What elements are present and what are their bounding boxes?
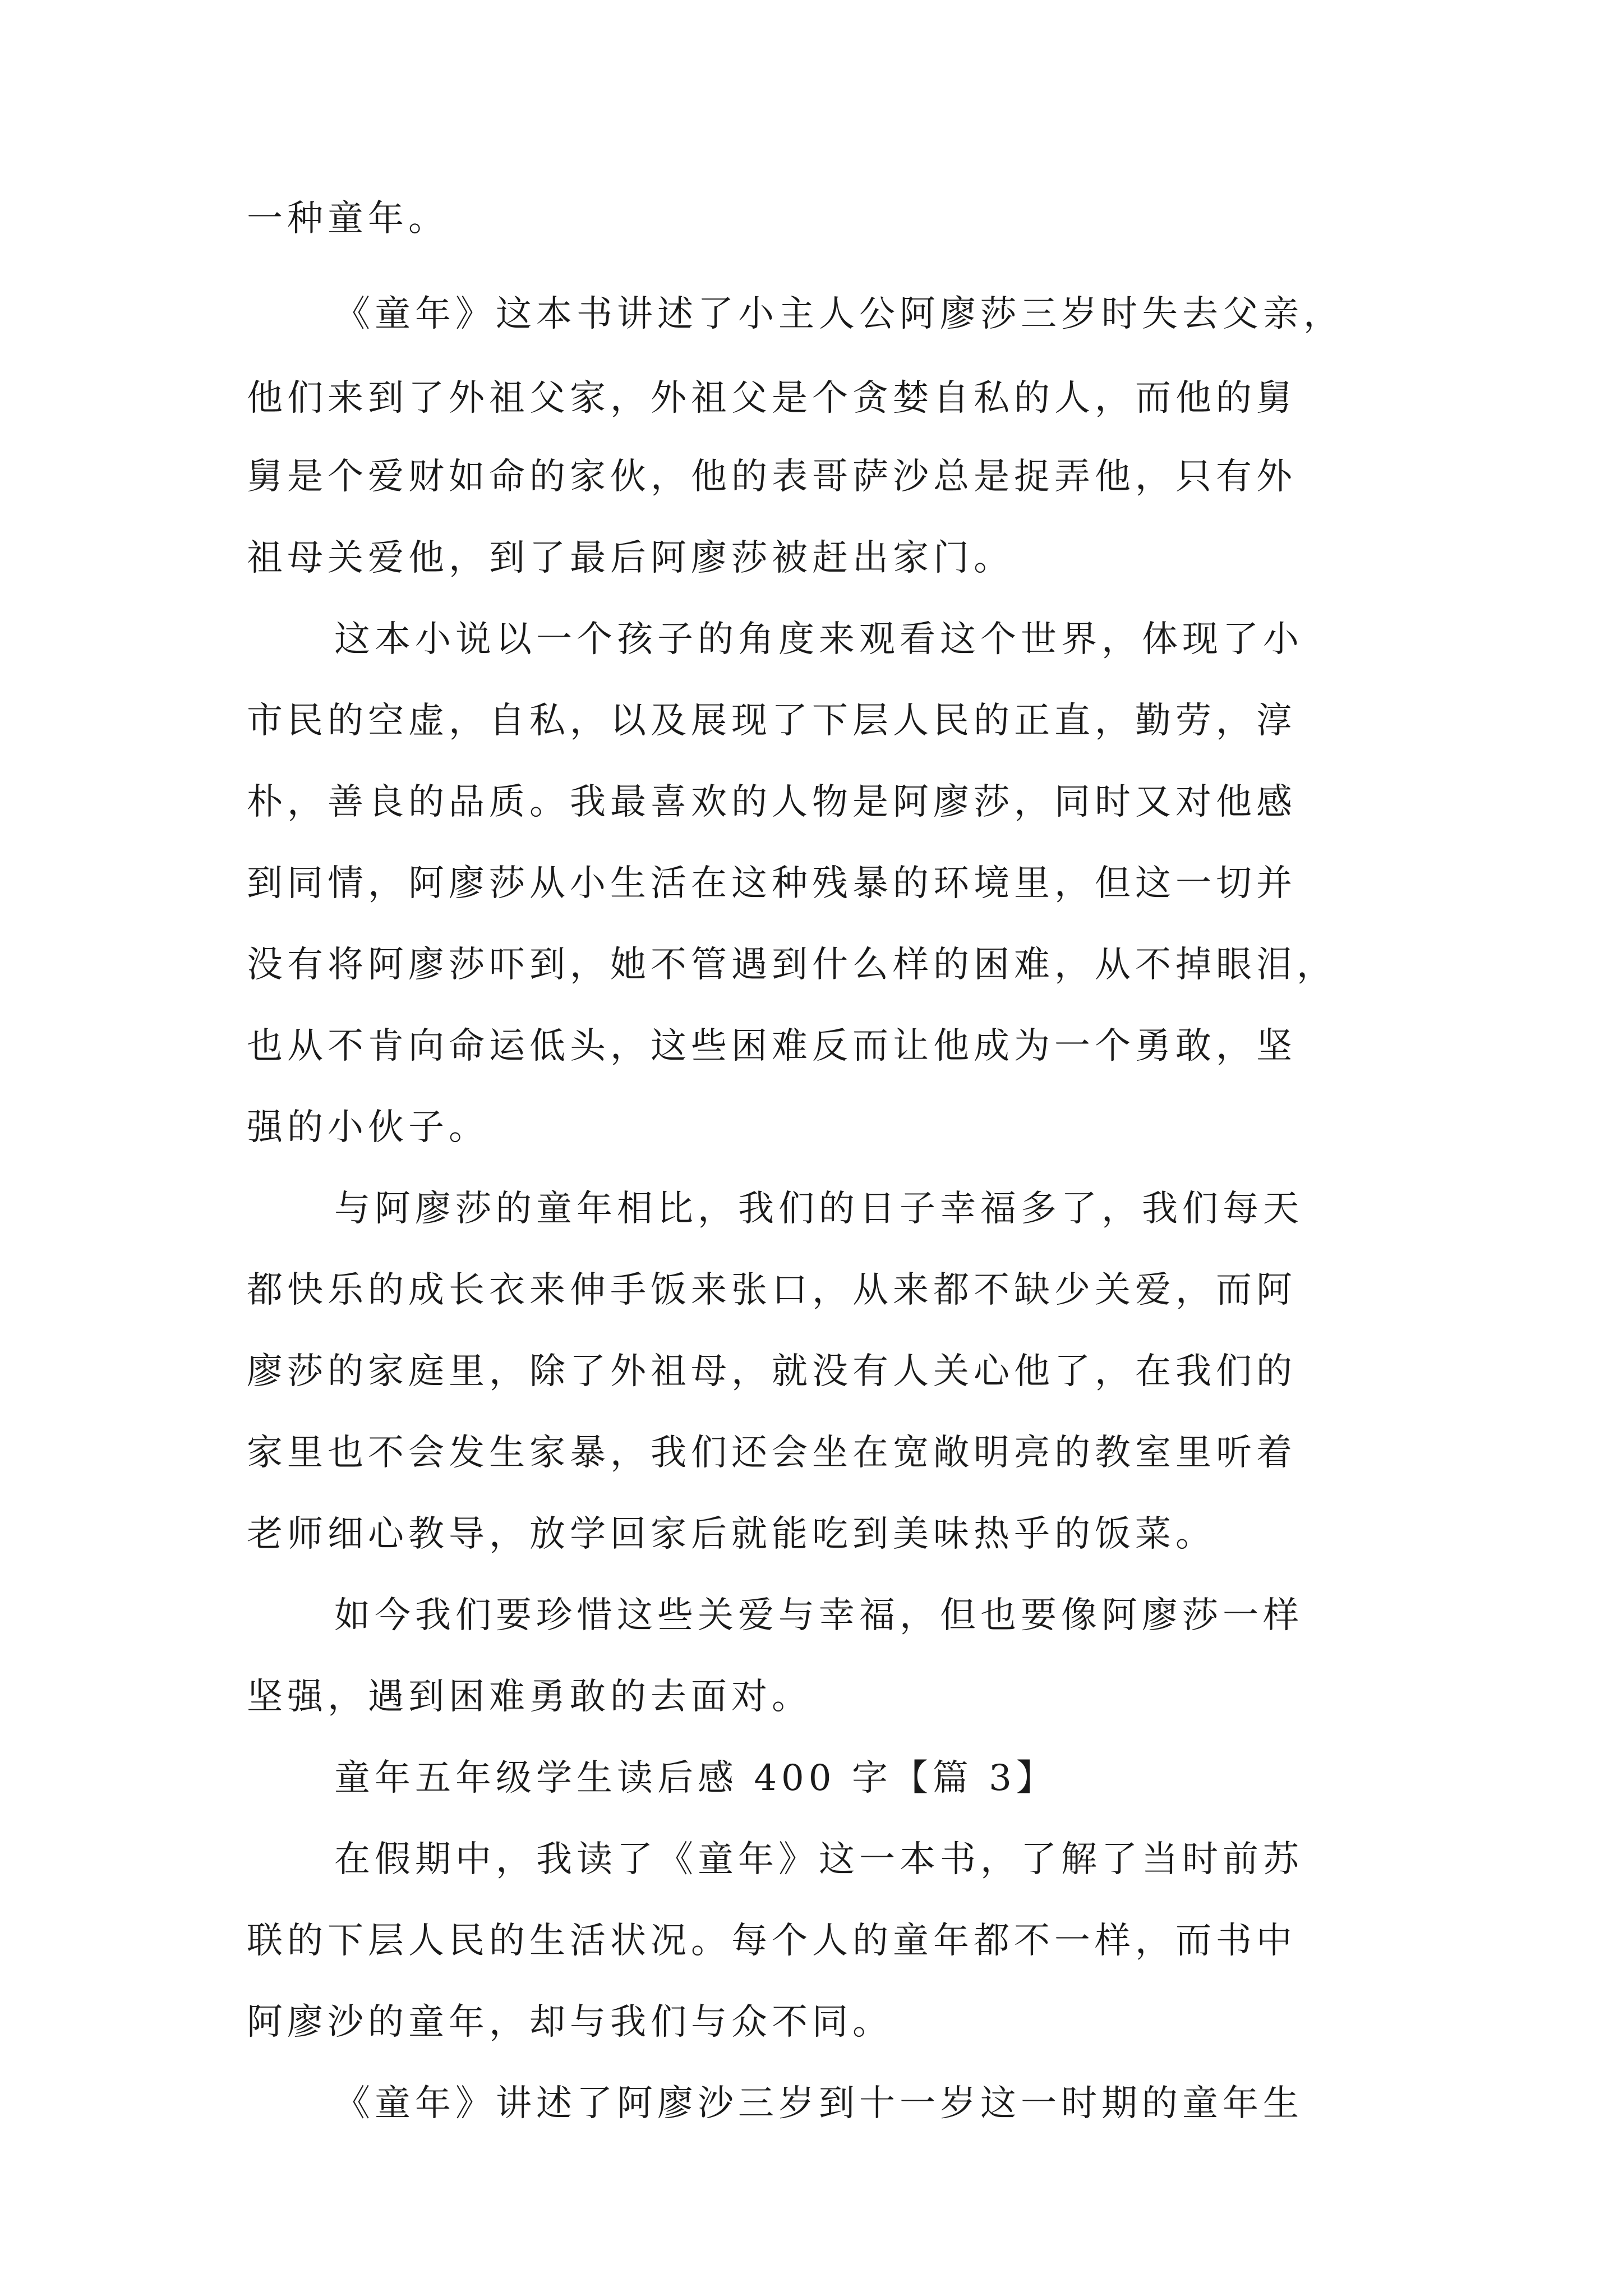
text-line: 老师细心教导，放学回家后就能吃到美味热乎的饭菜。	[247, 1513, 1216, 1555]
section-heading: 童年五年级学生读后感 400 字【篇 3】	[334, 1757, 1057, 1799]
text-line: 坚强，遇到困难勇敢的去面对。	[247, 1676, 812, 1718]
text-line: 阿廖沙的童年，却与我们与众不同。	[247, 2001, 893, 2043]
text-line: 家里也不会发生家暴，我们还会坐在宽敞明亮的教室里听着	[247, 1432, 1297, 1474]
text-line: 都快乐的成长衣来伸手饭来张口，从来都不缺少关爱，而阿	[247, 1269, 1297, 1311]
text-line: 市民的空虚，自私，以及展现了下层人民的正直，勤劳，淳	[247, 700, 1297, 742]
text-line: 没有将阿廖莎吓到，她不管遇到什么样的困难，从不掉眼泪，	[247, 944, 1337, 986]
text-line: 一种童年。	[247, 198, 449, 240]
text-line: 朴，善良的品质。我最喜欢的人物是阿廖莎，同时又对他感	[247, 781, 1297, 823]
text-line: 与阿廖莎的童年相比，我们的日子幸福多了，我们每天	[334, 1188, 1303, 1230]
text-line: 到同情，阿廖莎从小生活在这种残暴的环境里，但这一切并	[247, 863, 1297, 904]
text-line: 在假期中，我读了《童年》这一本书，了解了当时前苏	[334, 1839, 1303, 1880]
text-line: 强的小伙子。	[247, 1107, 489, 1148]
text-line: 联的下层人民的生活状况。每个人的童年都不一样，而书中	[247, 1920, 1297, 1962]
text-line: 这本小说以一个孩子的角度来观看这个世界，体现了小	[334, 619, 1303, 660]
text-line: 如今我们要珍惜这些关爱与幸福，但也要像阿廖莎一样	[334, 1595, 1303, 1636]
text-line: 舅是个爱财如命的家伙，他的表哥萨沙总是捉弄他，只有外	[247, 456, 1297, 498]
text-line: 也从不肯向命运低头，这些困难反而让他成为一个勇敢，坚	[247, 1025, 1297, 1067]
text-line: 祖母关爱他，到了最后阿廖莎被赶出家门。	[247, 537, 1014, 579]
text-line: 廖莎的家庭里，除了外祖母，就没有人关心他了，在我们的	[247, 1351, 1297, 1392]
text-line: 《童年》这本书讲述了小主人公阿廖莎三岁时失去父亲，	[334, 293, 1344, 335]
text-line: 《童年》讲述了阿廖沙三岁到十一岁这一时期的童年生	[334, 2083, 1303, 2124]
text-line: 他们来到了外祖父家，外祖父是个贪婪自私的人，而他的舅	[247, 378, 1297, 419]
